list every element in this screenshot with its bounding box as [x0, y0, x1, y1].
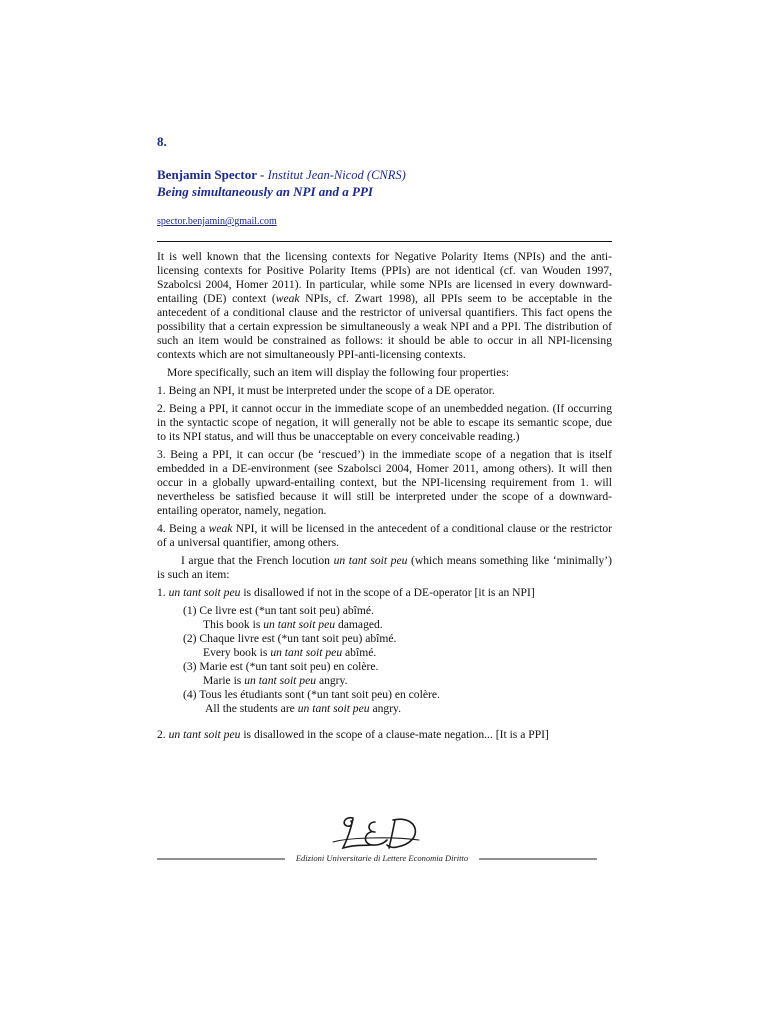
example-3-french: (3) Marie est (*un tant soit peu) en colère. — [183, 660, 379, 673]
claim-2-text: is disallowed in the scope of a clause-mate negation... [It is a PPI] — [240, 728, 549, 741]
intro-paragraph — [157, 250, 612, 362]
property-4-weak-term: weak — [208, 522, 233, 535]
example-1 — [157, 604, 612, 632]
abstract-body — [157, 250, 612, 742]
example-4-french: (4) Tous les étudiants sont (*un tant soit peu) en colère. — [183, 688, 440, 701]
publisher-name: Edizioni Universitarie di Lettere Economia Diritto — [295, 853, 469, 863]
claim-1-item: un tant soit peu — [168, 586, 241, 599]
section-number: 8. — [157, 134, 167, 149]
example-3 — [157, 660, 612, 688]
intro-text-rest: NPIs, cf. Zwart 1998), all PPIs seem to be acceptable in the antecedent of a conditional clause and the restrictor of universal quantifiers. This fact opens the possibility that a certain expression be simultaneously a weak NPI and a PPI. The distribution of such an item would be constrained as follows: it should be able to occur in all NPI-licensing contexts which are not simultaneously PPI-anti-licensing contexts. — [157, 292, 612, 361]
argue-text-rest: (which means something like ‘minimally’) is such an item: — [157, 554, 612, 581]
example-1-gloss: This book is un tant soit peu damaged. — [203, 618, 383, 631]
author-name: Benjamin Spector - — [157, 167, 265, 182]
author-line — [157, 167, 406, 183]
example-4 — [157, 688, 612, 716]
intro-weak-term: weak — [275, 292, 300, 305]
claim-1-text: is disallowed if not in the scope of a DE-operator [it is an NPI] — [240, 586, 535, 599]
property-4-text-rest: NPI, it will be licensed in the antecedent of a conditional clause or the restrictor of a universal quantifier, among others. — [157, 522, 612, 549]
claim-2-item: un tant soit peu — [168, 728, 241, 741]
led-logo-icon — [157, 812, 612, 872]
example-2-french: (2) Chaque livre est (*un tant soit peu) abîmé. — [183, 632, 397, 645]
property-4-text: 4. Being a — [157, 522, 209, 535]
header-divider — [157, 241, 612, 242]
argue-item: un tant soit peu — [333, 554, 408, 567]
example-1-french: (1) Ce livre est (*un tant soit peu) abîmé. — [183, 604, 374, 617]
property-3: 3. Being a PPI, it can occur (be ‘rescued’) in the immediate scope of a negation that is itself embedded in a DE-environment (see Szabolsci 2004, Homer 2011, among others). It will then occur in a globally upward-entailing context, but the NPI-licensing requirement from 1. will nevertheless be satisfied because it will still be interpreted under the scope of a downward-entailing operator, namely, negation. — [157, 448, 612, 517]
argue-paragraph — [157, 554, 612, 582]
publisher-footer — [157, 812, 612, 872]
claim-2 — [157, 728, 612, 742]
author-institution: Institut Jean-Nicod (CNRS) — [267, 168, 406, 182]
example-2 — [157, 632, 612, 660]
claim-2-number: 2. — [157, 728, 169, 741]
more-specifically-paragraph: More specifically, such an item will display the following four properties: — [167, 366, 510, 379]
author-email-link[interactable]: spector.benjamin@gmail.com — [157, 216, 277, 227]
property-2: 2. Being a PPI, it cannot occur in the immediate scope of an unembedded negation. (If occurring in the syntactic scope of negation, it will generally not be able to escape its semantic scope, due to its NPI status, and will thus be unacceptable on every conceivable reading.) — [157, 402, 612, 443]
example-3-gloss: Marie is un tant soit peu angry. — [203, 674, 348, 687]
property-1: 1. Being an NPI, it must be interpreted under the scope of a DE operator. — [157, 384, 495, 397]
claim-1-number: 1. — [157, 586, 169, 599]
example-4-gloss: All the students are un tant soit peu angry. — [205, 702, 402, 715]
claim-1 — [157, 586, 612, 600]
property-4 — [157, 522, 612, 550]
paper-title: Being simultaneously an NPI and a PPI — [157, 184, 373, 199]
example-2-gloss: Every book is un tant soit peu abîmé. — [203, 646, 377, 659]
intro-text: It is well known that the licensing contexts for Negative Polarity Items (NPIs) and the anti-licensing contexts for Positive Polarity Items (PPIs) are not identical (cf. van Wouden 1997, Szabolcsi 2004, Homer 2011). In particular, while some NPIs are licensed in every downward-entailing (DE) context ( — [157, 250, 612, 305]
argue-text: I argue that the French locution — [181, 554, 334, 567]
